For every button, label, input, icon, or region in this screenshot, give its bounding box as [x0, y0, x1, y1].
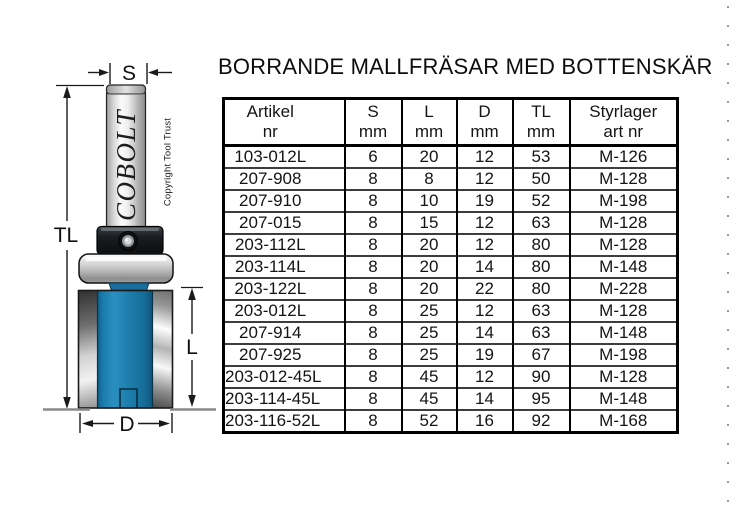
cell-styrlager-art-nr: M-148 — [570, 388, 678, 410]
table-row — [224, 212, 678, 234]
copyright-label: Copyright Tool Trust — [162, 117, 174, 207]
table-row — [224, 234, 678, 256]
cell-d-mm: 22 — [457, 278, 513, 300]
cell-styrlager-art-nr: M-228 — [570, 278, 678, 300]
cell-s-mm: 8 — [345, 344, 402, 366]
page-title: BORRANDE MALLFRÄSAR MED BOTTENSKÄR — [218, 54, 713, 79]
cell-d-mm: 12 — [457, 168, 513, 190]
cell-l-mm: 20 — [402, 278, 457, 300]
cutter-face — [98, 291, 153, 409]
shank — [107, 85, 146, 227]
collar-screw-icon — [119, 232, 138, 251]
cell-tl-mm: 80 — [513, 234, 570, 256]
cell-styrlager-art-nr: M-128 — [570, 300, 678, 322]
cell-s-mm: 6 — [345, 146, 402, 169]
cell-tl-mm: 63 — [513, 300, 570, 322]
cell-l-mm: 25 — [402, 322, 457, 344]
cell-d-mm: 12 — [457, 212, 513, 234]
table-header-row — [224, 99, 678, 146]
cell-styrlager-art-nr: M-198 — [570, 344, 678, 366]
cell-tl-mm: 63 — [513, 212, 570, 234]
cell-styrlager-art-nr: M-126 — [570, 146, 678, 169]
table-row — [224, 190, 678, 212]
column-header-d-mm: D mm — [457, 99, 513, 146]
cell-s-mm: 8 — [345, 410, 402, 433]
cell-d-mm: 12 — [457, 366, 513, 388]
cell-l-mm: 25 — [402, 344, 457, 366]
cell-d-mm: 16 — [457, 410, 513, 433]
cell-styrlager-art-nr: M-148 — [570, 256, 678, 278]
cell-artikel-nr: 203-012-45L — [224, 366, 345, 388]
cell-artikel-nr: 207-908 — [224, 168, 345, 190]
dimension-label-s: S — [121, 62, 137, 85]
cell-tl-mm: 95 — [513, 388, 570, 410]
table-row — [224, 366, 678, 388]
cutter-body — [79, 291, 173, 409]
cell-styrlager-art-nr: M-128 — [570, 212, 678, 234]
cell-artikel-nr: 203-114L — [224, 256, 345, 278]
table-row — [224, 344, 678, 366]
cell-artikel-nr: 103-012L — [224, 146, 345, 169]
cell-artikel-nr: 203-012L — [224, 300, 345, 322]
table-row — [224, 300, 678, 322]
cell-d-mm: 12 — [457, 300, 513, 322]
cell-l-mm: 45 — [402, 388, 457, 410]
dimension-label-tl: TL — [53, 224, 79, 247]
cell-l-mm: 20 — [402, 256, 457, 278]
cell-tl-mm: 80 — [513, 256, 570, 278]
cell-l-mm: 25 — [402, 300, 457, 322]
cell-artikel-nr: 207-910 — [224, 190, 345, 212]
cell-styrlager-art-nr: M-128 — [570, 234, 678, 256]
cell-styrlager-art-nr: M-168 — [570, 410, 678, 433]
cell-s-mm: 8 — [345, 388, 402, 410]
cell-s-mm: 8 — [345, 300, 402, 322]
cell-s-mm: 8 — [345, 234, 402, 256]
cell-styrlager-art-nr: M-128 — [570, 168, 678, 190]
cell-artikel-nr: 207-015 — [224, 212, 345, 234]
spec-table — [222, 97, 679, 434]
column-header-tl-mm: TL mm — [513, 99, 570, 146]
cell-d-mm: 14 — [457, 322, 513, 344]
table-row — [224, 146, 678, 169]
table-row — [224, 388, 678, 410]
cell-s-mm: 8 — [345, 322, 402, 344]
cell-artikel-nr: 207-925 — [224, 344, 345, 366]
cell-artikel-nr: 203-112L — [224, 234, 345, 256]
cell-tl-mm: 67 — [513, 344, 570, 366]
cell-artikel-nr: 203-122L — [224, 278, 345, 300]
cell-l-mm: 10 — [402, 190, 457, 212]
column-header-styrlager: Styrlager art nr — [570, 99, 678, 146]
cell-styrlager-art-nr: M-148 — [570, 322, 678, 344]
cell-l-mm: 20 — [402, 234, 457, 256]
cell-tl-mm: 52 — [513, 190, 570, 212]
cell-d-mm: 19 — [457, 344, 513, 366]
cell-s-mm: 8 — [345, 256, 402, 278]
cell-l-mm: 20 — [402, 146, 457, 169]
cell-l-mm: 52 — [402, 410, 457, 433]
cell-tl-mm: 53 — [513, 146, 570, 169]
cell-tl-mm: 92 — [513, 410, 570, 433]
cell-styrlager-art-nr: M-128 — [570, 366, 678, 388]
cell-d-mm: 14 — [457, 388, 513, 410]
cell-artikel-nr: 203-114-45L — [224, 388, 345, 410]
guide-bearing — [79, 254, 173, 283]
cell-tl-mm: 80 — [513, 278, 570, 300]
cell-d-mm: 19 — [457, 190, 513, 212]
dimension-label-l: L — [186, 336, 198, 359]
bearing-collar — [97, 227, 163, 255]
table-row — [224, 322, 678, 344]
column-header-s-mm: S mm — [345, 99, 402, 146]
brand-label: COBOLT — [111, 109, 141, 221]
table-row — [224, 168, 678, 190]
router-bit-diagram — [35, 55, 225, 440]
dimension-label-d: D — [119, 413, 135, 436]
cell-tl-mm: 90 — [513, 366, 570, 388]
page-perforation-marks — [727, 6, 729, 504]
spec-table-body — [224, 146, 678, 433]
cell-d-mm: 12 — [457, 146, 513, 169]
spec-table-container — [222, 97, 679, 434]
table-row — [224, 256, 678, 278]
cell-artikel-nr: 207-914 — [224, 322, 345, 344]
cell-s-mm: 8 — [345, 366, 402, 388]
cell-artikel-nr: 203-116-52L — [224, 410, 345, 433]
cell-tl-mm: 63 — [513, 322, 570, 344]
cell-l-mm: 45 — [402, 366, 457, 388]
cell-styrlager-art-nr: M-198 — [570, 190, 678, 212]
cell-s-mm: 8 — [345, 212, 402, 234]
column-header-l-mm: L mm — [402, 99, 457, 146]
cell-d-mm: 14 — [457, 256, 513, 278]
cell-s-mm: 8 — [345, 168, 402, 190]
cell-l-mm: 15 — [402, 212, 457, 234]
cell-l-mm: 8 — [402, 168, 457, 190]
table-row — [224, 410, 678, 433]
cell-tl-mm: 50 — [513, 168, 570, 190]
cell-s-mm: 8 — [345, 190, 402, 212]
cell-d-mm: 12 — [457, 234, 513, 256]
cell-s-mm: 8 — [345, 278, 402, 300]
column-header-artikel-nr: Artikel nr — [224, 99, 345, 146]
table-row — [224, 278, 678, 300]
